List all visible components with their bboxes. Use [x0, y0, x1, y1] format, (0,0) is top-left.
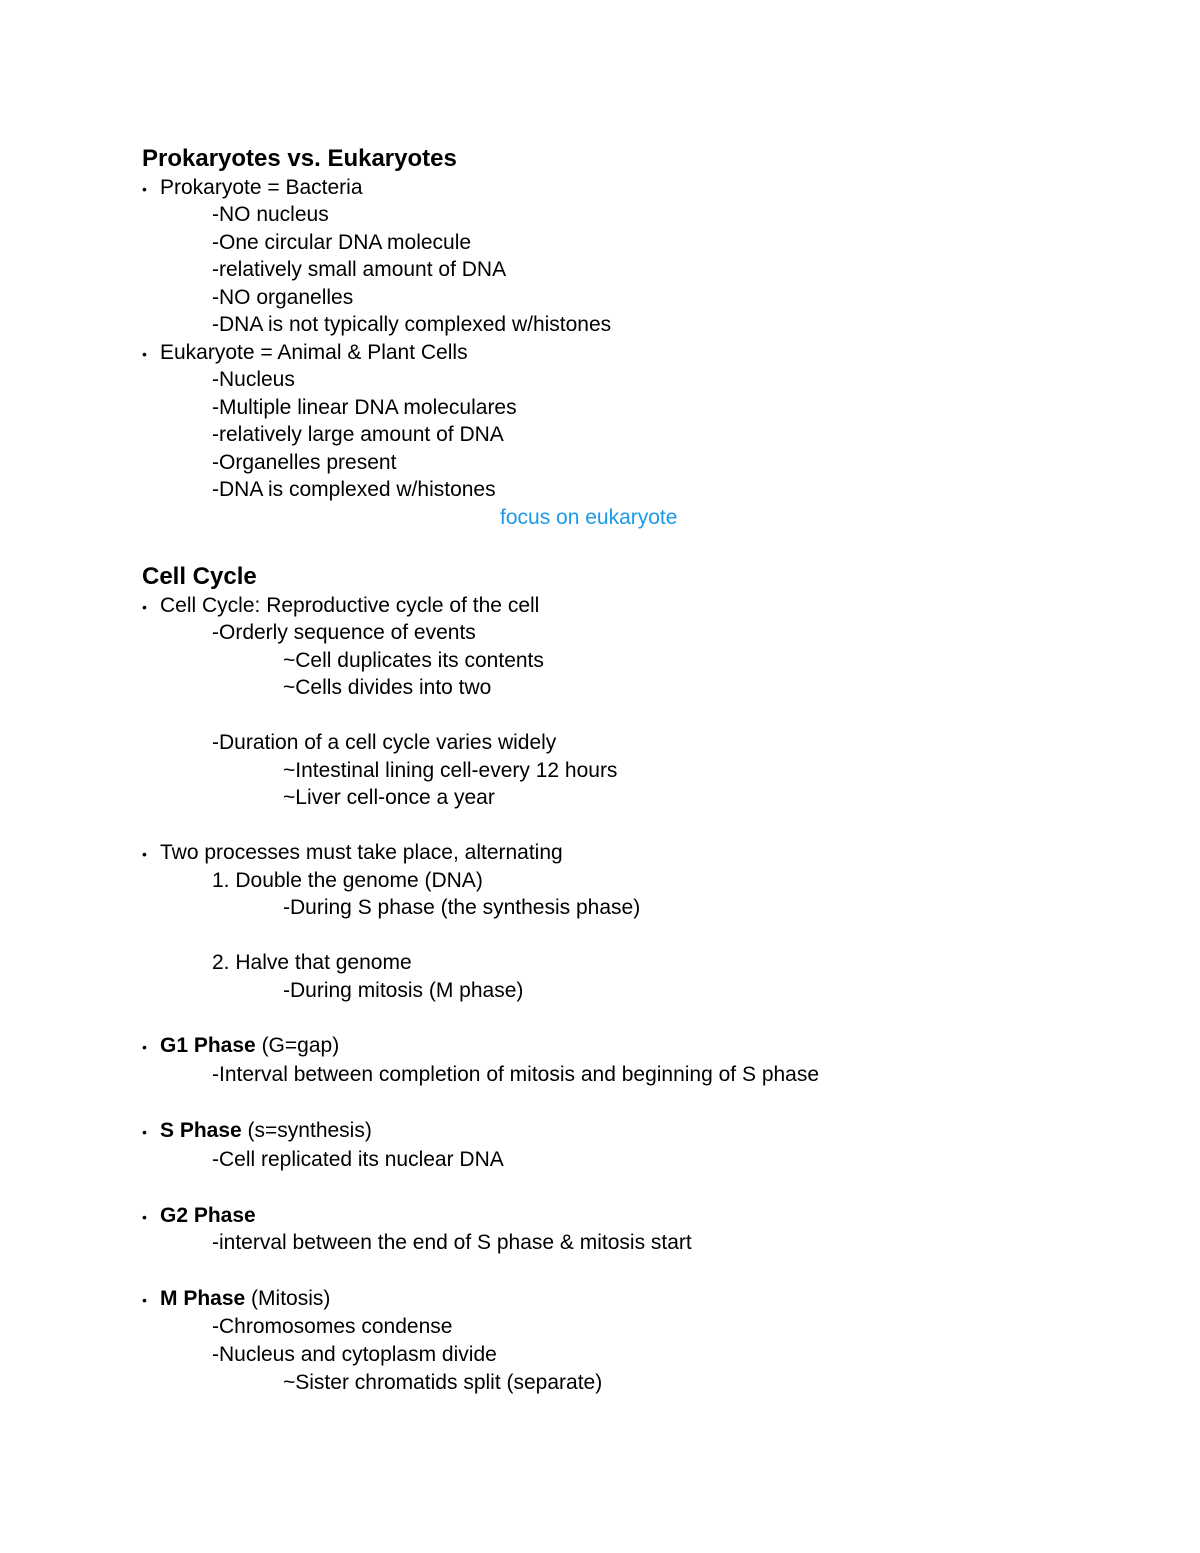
bullet-icon: •	[142, 1292, 147, 1308]
m-description-chromatids: ~Sister chromatids split (separate)	[283, 1371, 603, 1394]
bullet-icon: •	[142, 1124, 147, 1140]
s-phase-label: S Phase	[160, 1119, 242, 1142]
focus-note: focus on eukaryote	[500, 506, 678, 529]
bullet-text: Cell Cycle: Reproductive cycle of the cell	[160, 594, 540, 617]
bullet-text: Prokaryote = Bacteria	[160, 176, 363, 199]
liver-line: ~Liver cell-once a year	[283, 786, 495, 809]
g2-description: -interval between the end of S phase & mitosis start	[212, 1231, 692, 1254]
m-phase-label: M Phase	[160, 1287, 246, 1310]
bullet-icon: •	[142, 346, 147, 362]
bullet-icon: •	[142, 1039, 147, 1055]
eukaryote-item: -Organelles present	[212, 451, 397, 474]
section-title-prokaryotes-eukaryotes: Prokaryotes vs. Eukaryotes	[142, 145, 457, 172]
prokaryote-item: -NO organelles	[212, 286, 354, 309]
orderly-line: -Orderly sequence of events	[212, 621, 476, 644]
prokaryote-item: -NO nucleus	[212, 203, 329, 226]
double-genome-line: 1. Double the genome (DNA)	[212, 869, 483, 892]
prokaryote-item: -One circular DNA molecule	[212, 231, 472, 254]
bullet-prokaryote	[142, 174, 363, 202]
bullet-g1-phase	[142, 1032, 339, 1060]
m-phase-note: (Mitosis)	[245, 1287, 331, 1310]
intestinal-line: ~Intestinal lining cell-every 12 hours	[283, 759, 618, 782]
g2-phase-label: G2 Phase	[160, 1204, 256, 1227]
eukaryote-item: -DNA is complexed w/histones	[212, 478, 496, 501]
prokaryote-item: -DNA is not typically complexed w/histones	[212, 313, 612, 336]
duplicates-line: ~Cell duplicates its contents	[283, 649, 544, 672]
s-description: -Cell replicated its nuclear DNA	[212, 1148, 504, 1171]
bullet-two-processes	[142, 839, 563, 867]
duration-line: -Duration of a cell cycle varies widely	[212, 731, 557, 754]
s-phase-note: (s=synthesis)	[241, 1119, 372, 1142]
bullet-cell-cycle	[142, 592, 539, 620]
prokaryote-item: -relatively small amount of DNA	[212, 258, 507, 281]
during-m-line: -During mitosis (M phase)	[283, 979, 524, 1002]
bullet-icon: •	[142, 1209, 147, 1225]
divides-line: ~Cells divides into two	[283, 676, 492, 699]
eukaryote-item: -relatively large amount of DNA	[212, 423, 504, 446]
eukaryote-item: -Multiple linear DNA moleculares	[212, 396, 517, 419]
bullet-eukaryote	[142, 339, 468, 367]
halve-genome-line: 2. Halve that genome	[212, 951, 412, 974]
eukaryote-item: -Nucleus	[212, 368, 295, 391]
g1-description: -Interval between completion of mitosis and beginning of S phase	[212, 1063, 820, 1086]
section-title-cell-cycle: Cell Cycle	[142, 563, 257, 590]
bullet-icon: •	[142, 181, 147, 197]
m-description-condense: -Chromosomes condense	[212, 1315, 453, 1338]
during-s-line: -During S phase (the synthesis phase)	[283, 896, 641, 919]
bullet-m-phase	[142, 1285, 330, 1313]
m-description-divide: -Nucleus and cytoplasm divide	[212, 1343, 497, 1366]
bullet-s-phase	[142, 1117, 372, 1145]
bullet-icon: •	[142, 599, 147, 615]
bullet-icon: •	[142, 846, 147, 862]
bullet-text: Two processes must take place, alternating	[160, 841, 563, 864]
bullet-g2-phase	[142, 1202, 256, 1230]
g1-phase-note: (G=gap)	[255, 1034, 340, 1057]
g1-phase-label: G1 Phase	[160, 1034, 256, 1057]
bullet-text: Eukaryote = Animal & Plant Cells	[160, 341, 468, 364]
